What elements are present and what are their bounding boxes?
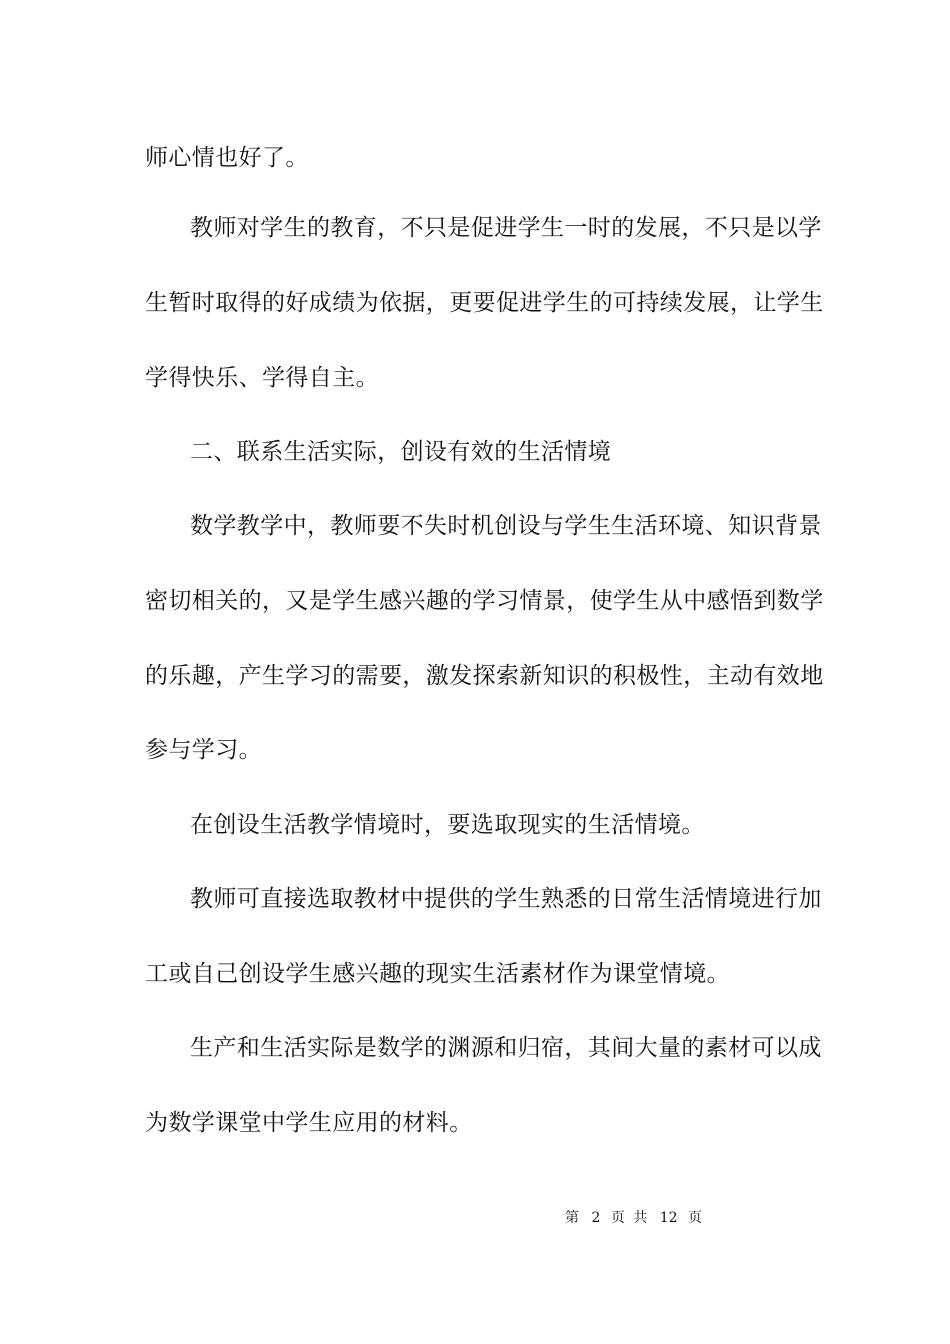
- page-number-footer: [565, 1208, 704, 1228]
- text-line: 密切相关的，又是学生感兴趣的学习情景，使学生从中感悟到数学: [145, 588, 824, 614]
- section-heading: 二、联系生活实际，创设有效的生活情境: [190, 439, 612, 465]
- text-line: 的乐趣，产生学习的需要，激发探索新知识的积极性，主动有效地: [145, 663, 824, 689]
- text-line: 数学教学中，教师要不失时机创设与学生生活环境、知识背景: [190, 513, 822, 539]
- footer-suffix: 页: [688, 1210, 705, 1226]
- text-line: 学得快乐、学得自主。: [145, 365, 379, 391]
- text-line: 教师可直接选取教材中提供的学生熟悉的日常生活情境进行加: [190, 886, 822, 912]
- text-line: 参与学习。: [145, 737, 262, 763]
- text-line: 教师对学生的教育，不只是促进学生一时的发展，不只是以学: [190, 215, 822, 241]
- text-line: 师心情也好了。: [145, 145, 309, 171]
- total-pages-number: 12: [659, 1210, 678, 1226]
- footer-middle: 页 共: [610, 1210, 650, 1226]
- text-line: 在创设生活教学情境时，要选取现实的生活情境。: [190, 812, 705, 838]
- current-page-number: 2: [591, 1210, 601, 1226]
- text-line: 生产和生活实际是数学的渊源和归宿，其间大量的素材可以成: [190, 1035, 822, 1061]
- text-line: 为数学课堂中学生应用的材料。: [145, 1110, 473, 1136]
- footer-prefix: 第: [565, 1210, 581, 1226]
- text-line: 工或自己创设学生感兴趣的现实生活素材作为课堂情境。: [145, 961, 730, 987]
- text-line: 生暂时取得的好成绩为依据，更要促进学生的可持续发展，让学生: [145, 290, 824, 316]
